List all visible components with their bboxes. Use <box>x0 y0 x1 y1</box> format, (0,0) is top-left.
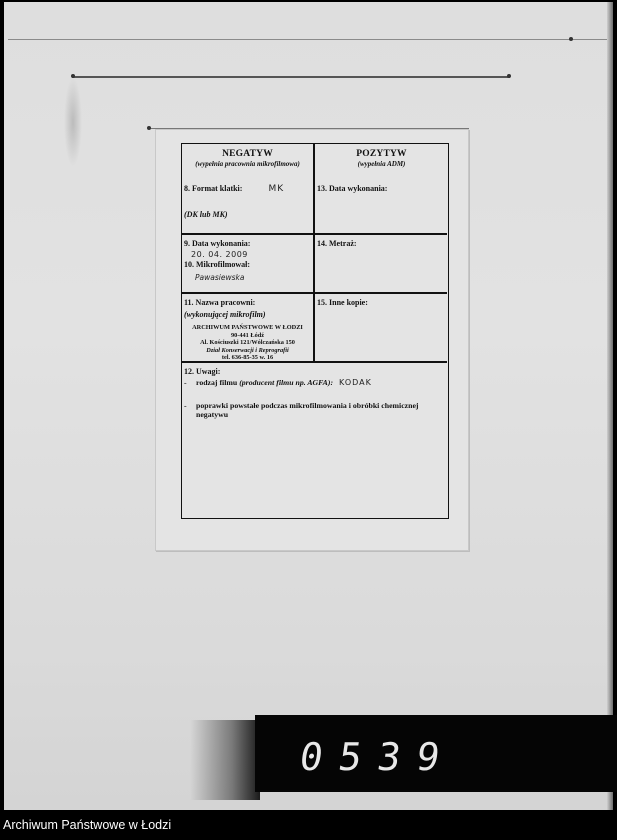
smudge-mark <box>64 77 82 167</box>
inne-kopie-label: 15. Inne kopie: <box>317 298 368 307</box>
microfilm-form-card <box>155 129 469 551</box>
counter-shadow <box>190 720 260 800</box>
format-klatki-hint: (DK lub MK) <box>184 210 228 219</box>
footer-archive-name: Archiwum Państwowe w Łodzi <box>3 818 172 832</box>
uwagi-item-corrections <box>184 401 446 419</box>
metraz-section <box>315 235 448 292</box>
data-mikrofilmowal-section <box>182 235 313 292</box>
film-type-value: KODAK <box>339 378 372 387</box>
uwagi-section <box>182 363 448 518</box>
nazwa-pracowni-section <box>182 294 313 361</box>
top-divider-line <box>8 39 613 40</box>
metraz-label: 14. Metraż: <box>317 239 357 248</box>
negatyw-subtitle: (wypełnia pracownia mikrofilmowa) <box>195 160 300 168</box>
pozytyw-title: POZYTYW <box>356 149 407 159</box>
format-klatki-label: 8. Format klatki: <box>184 184 243 193</box>
data-wykonania-value: 20. 04. 2009 <box>191 250 248 259</box>
negatyw-title: NEGATYW <box>222 149 273 159</box>
negatyw-section <box>182 144 313 233</box>
archive-stamp <box>184 324 311 362</box>
data-wykonania-label: 9. Data wykonania: <box>184 239 251 248</box>
pin-mark <box>569 37 573 41</box>
mounting-wire <box>72 76 510 78</box>
pin-mark <box>71 74 75 78</box>
stamp-line-postal: 90-441 Łódź <box>230 331 265 339</box>
format-klatki-value: MK <box>268 184 285 194</box>
nazwa-pracowni-label: 11. Nazwa pracowni: <box>184 298 256 307</box>
scan-edge-shadow <box>607 2 613 810</box>
stamp-line-street: Al. Kościuszki 121/Wólczańska 150 <box>200 339 295 347</box>
stamp-line-name: ARCHIWUM PAŃSTWOWE W ŁODZI <box>192 324 303 331</box>
bullet: - <box>184 401 187 410</box>
pin-mark <box>507 74 511 78</box>
inne-kopie-section <box>315 294 448 361</box>
uwagi-label: 12. Uwagi: <box>184 367 221 376</box>
pin-mark <box>147 126 151 130</box>
mikrofilmowal-label: 10. Mikrofilmował: <box>184 260 251 269</box>
film-type-hint: (producent filmu np. AGFA): <box>239 378 334 387</box>
stamp-line-department: Dział Konserwacji i Reprografii <box>206 346 289 354</box>
frame-counter: 0539 <box>296 735 459 779</box>
bullet: - <box>184 378 187 387</box>
film-type-label: rodzaj filmu <box>196 378 238 387</box>
footer <box>0 810 617 840</box>
stamp-line-phone: tel. 636-85-35 w. 16 <box>221 354 274 362</box>
uwagi-item-film-type <box>184 378 446 387</box>
pozytyw-data-wykonania-label: 13. Data wykonania: <box>317 184 388 193</box>
nazwa-pracowni-hint: (wykonującej mikrofilm) <box>184 310 266 319</box>
corrections-label: poprawki powstałe podczas mikrofilmowania i obróbki chemicznej negatywu <box>196 401 419 419</box>
pozytyw-section <box>315 144 448 233</box>
mikrofilmowal-signature: Pawasiewska <box>195 273 245 282</box>
pozytyw-subtitle: (wypełnia ADM) <box>357 160 406 168</box>
form-table <box>181 143 449 519</box>
